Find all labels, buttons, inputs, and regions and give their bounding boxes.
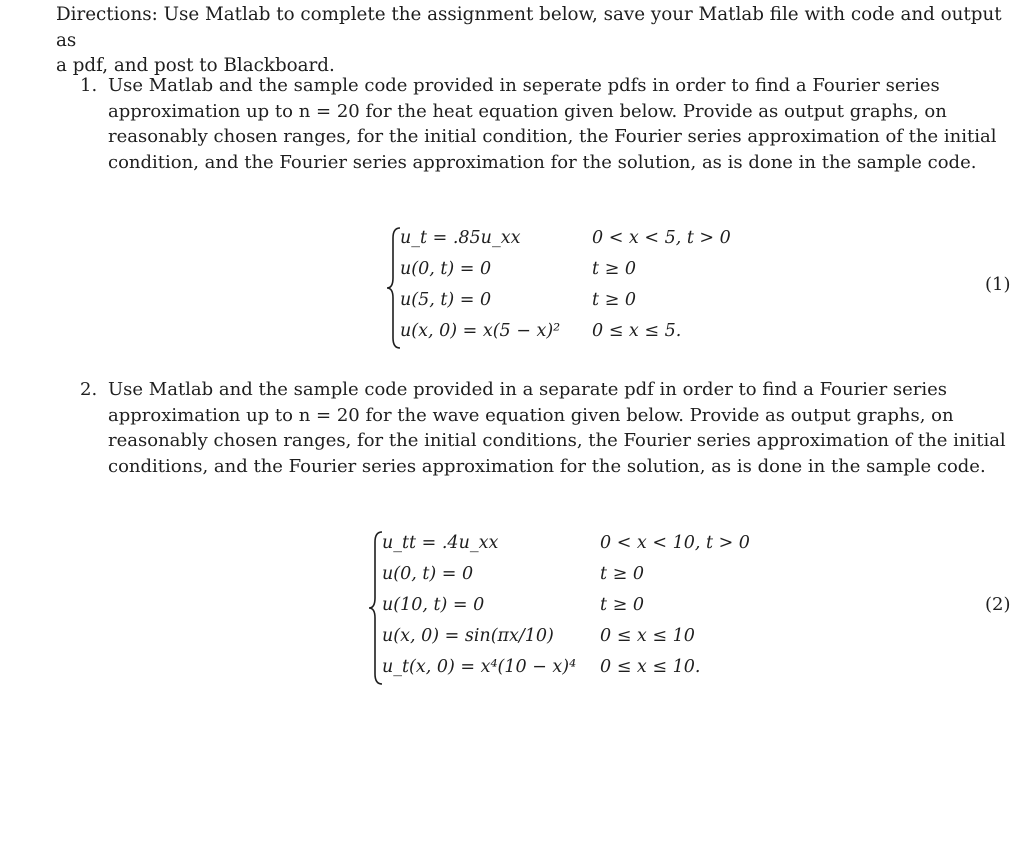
problem-2-line-4: conditions, and the Fourier series approximation for the solution, as is done in the sample code. [108, 455, 986, 477]
problem-1-line-1: Use Matlab and the sample code provided in seperate pdfs in order to find a Fourier series [108, 75, 940, 96]
eq1-row-1-rhs: 0 < x < 5, t > 0 [592, 228, 731, 248]
problem-1 [80, 73, 998, 183]
equation-label-2: (2) [985, 594, 1011, 615]
eq2-row-5-rhs: 0 ≤ x ≤ 10. [600, 657, 701, 677]
eq1-row-1-lhs: u_t = .85u_xx [400, 228, 521, 248]
eq2-row-4-lhs: u(x, 0) = sin(πx/10) [382, 626, 554, 646]
eq2-row-4-rhs: 0 ≤ x ≤ 10 [600, 626, 695, 646]
problem-2-line-1: Use Matlab and the sample code provided in a separate pdf in order to find a Fourier series [108, 379, 948, 400]
problem-1-line-3: reasonably chosen ranges, for the initial condition, the Fourier series approximation of the initial [108, 126, 997, 147]
problem-1-line-4: condition, and the Fourier series approximation for the solution, as is done in the sample code. [108, 151, 977, 173]
eq2-row-1-rhs: 0 < x < 10, t > 0 [600, 533, 750, 553]
equation-label-1: (1) [985, 274, 1011, 295]
problem-1-number: 1. [80, 75, 98, 96]
eq2-row-3-rhs: t ≥ 0 [600, 595, 644, 615]
eq2-row-2-rhs: t ≥ 0 [600, 564, 644, 584]
eq1-row-4-lhs: u(x, 0) = x(5 − x)² [400, 321, 561, 341]
eq1-row-4-rhs: 0 ≤ x ≤ 5. [592, 321, 682, 341]
equation-system-1 [386, 226, 766, 350]
eq1-row-2-lhs: u(0, t) = 0 [400, 259, 492, 279]
equation-system-2 [368, 530, 788, 686]
eq2-row-2-lhs: u(0, t) = 0 [382, 564, 474, 584]
eq2-row-5-lhs: u_t(x, 0) = x⁴(10 − x)⁴ [382, 657, 577, 677]
directions-line-2: a pdf, and post to Blackboard. [56, 55, 335, 76]
directions-line-1: Directions: Use Matlab to complete the assignment below, save your Matlab file with code and output as [56, 4, 1002, 51]
directions-paragraph [56, 2, 1018, 79]
problem-2-line-3: reasonably chosen ranges, for the initial conditions, the Fourier series approximation of the initial [108, 430, 1006, 451]
problem-2-line-2: approximation up to n = 20 for the wave equation given below. Provide as output graphs, on [108, 404, 954, 426]
eq1-row-3-rhs: t ≥ 0 [592, 290, 636, 310]
problem-2-number: 2. [80, 379, 98, 400]
problem-2 [80, 377, 1006, 487]
eq1-row-2-rhs: t ≥ 0 [592, 259, 636, 279]
eq1-row-3-lhs: u(5, t) = 0 [400, 290, 492, 310]
problem-1-line-2: approximation up to n = 20 for the heat equation given below. Provide as output graphs, on [108, 100, 947, 122]
eq2-row-1-lhs: u_tt = .4u_xx [382, 533, 499, 553]
eq2-row-3-lhs: u(10, t) = 0 [382, 595, 485, 615]
